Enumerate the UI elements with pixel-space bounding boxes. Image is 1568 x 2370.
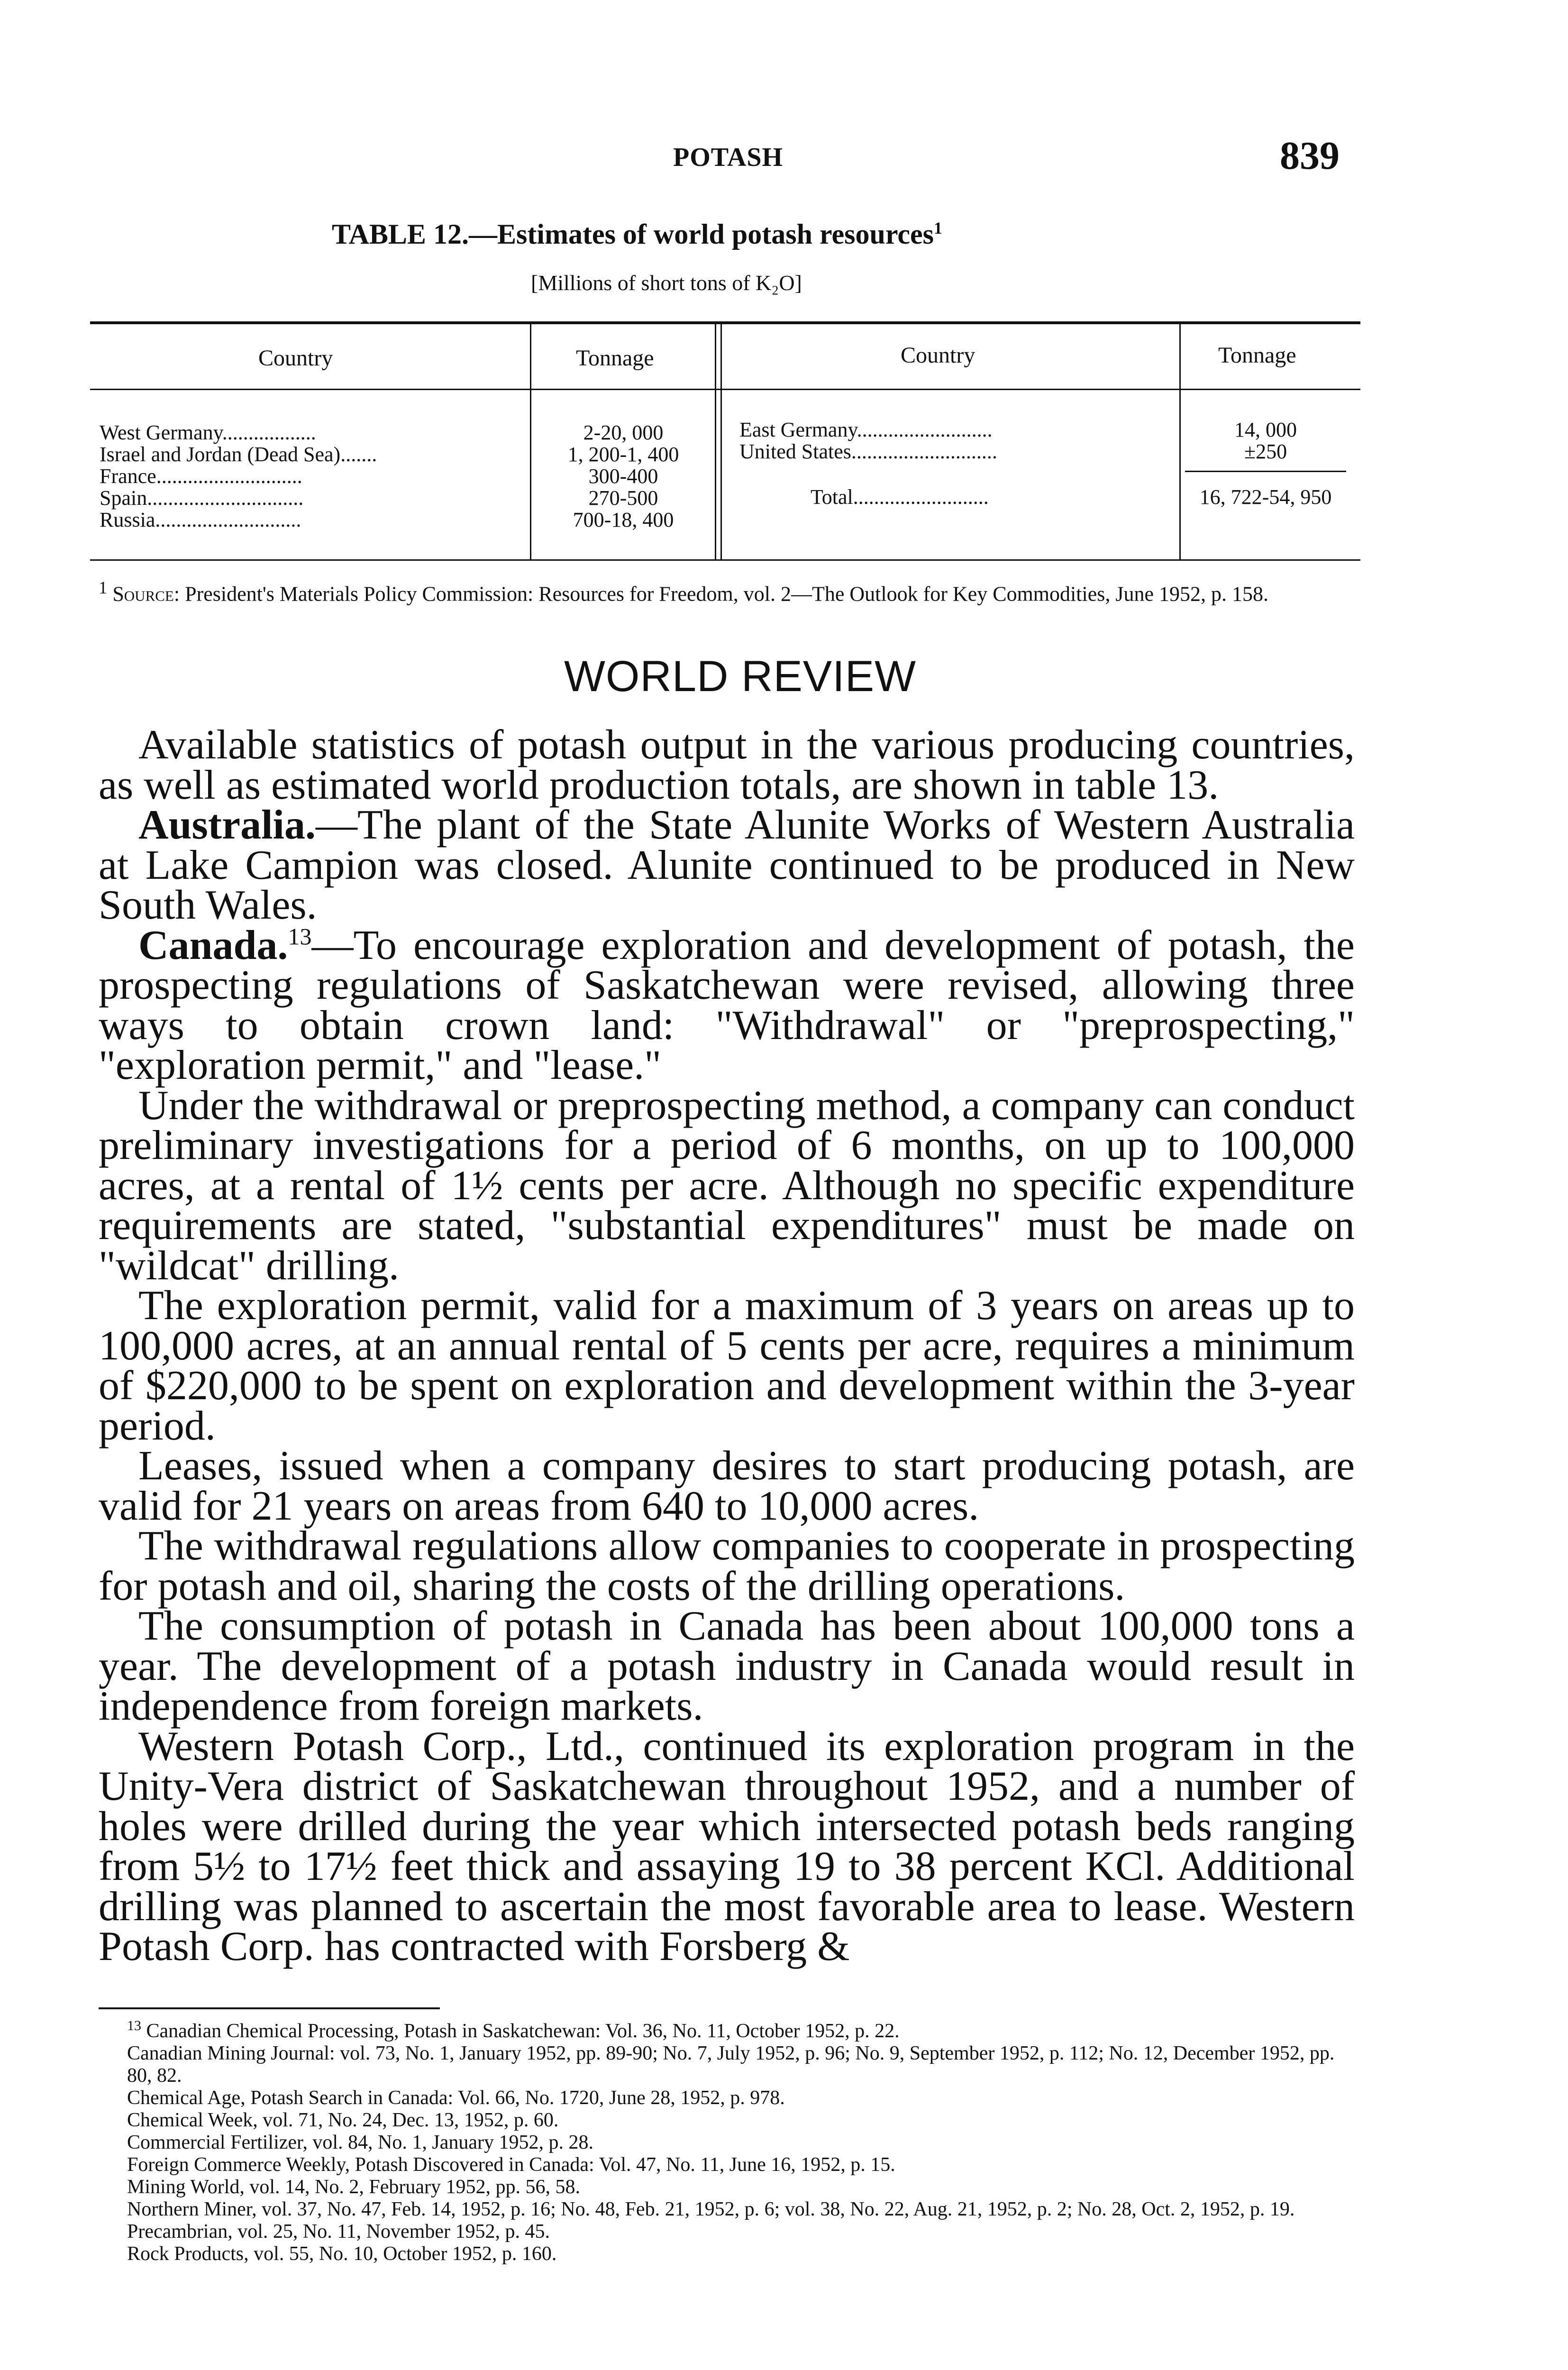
tonnage-cell: 700-18, 400 — [573, 508, 674, 531]
tonnage-cell: 2-20, 000 — [583, 421, 664, 444]
col-header-tonnage-left: Tonnage — [576, 346, 654, 371]
footnote: Canadian Mining Journal: vol. 73, No. 1, January 1952, pp. 89-90; No. 7, July 1952, p. 96; No. 9, September 1952, p. 112; No. 12, December 1952, pp. 80, 82. — [127, 2042, 1335, 2087]
footnote: Rock Products, vol. 55, No. 10, October 1952, p. 160. — [127, 2243, 557, 2265]
table-source-note — [99, 576, 1355, 606]
dot-leader: ....... — [340, 443, 377, 466]
footnote — [99, 2014, 1355, 2042]
dot-leader: ............................ — [156, 465, 302, 488]
table-col-divider-3 — [1179, 323, 1181, 559]
run-in-heading: Canada. — [138, 922, 288, 968]
table-row — [739, 419, 993, 441]
footnote: Foreign Commerce Weekly, Potash Discovered in Canada: Vol. 47, No. 11, June 16, 1952, p. 15. — [127, 2154, 895, 2176]
country-cell: East Germany — [739, 418, 857, 441]
paragraph: Leases, issued when a company desires to start producing potash, are valid for 21 years on areas from 640 to 10,000 acres. — [99, 1443, 1355, 1529]
footnote-marker: 13 — [127, 2018, 141, 2033]
total-value: 16, 722-54, 950 — [1199, 485, 1332, 509]
section-heading: WORLD REVIEW — [564, 652, 916, 701]
table-col-divider-2a — [715, 323, 716, 559]
dot-leader: .................. — [222, 421, 316, 444]
tonnage-cell: 300-400 — [588, 465, 658, 488]
dot-leader: .......................... — [857, 418, 993, 441]
col-header-country-left: Country — [258, 346, 333, 371]
tonnage-cell: 1, 200-1, 400 — [567, 443, 679, 466]
total-label: Total — [811, 485, 853, 509]
footnote: Chemical Age, Potash Search in Canada: Vol. 66, No. 1720, June 28, 1952, p. 978. — [127, 2087, 785, 2109]
footnote-ref: 13 — [288, 923, 312, 950]
country-cell: West Germany — [100, 421, 222, 444]
footnote: Chemical Week, vol. 71, No. 24, Dec. 13, 1952, p. 60. — [127, 2109, 559, 2131]
dot-leader: .............................. — [147, 486, 304, 510]
body-text — [99, 722, 1355, 1969]
paragraph: The withdrawal regulations allow companies to cooperate in prospecting for potash and oil, sharing the costs of the drilling operations. — [99, 1523, 1355, 1609]
paragraph: The exploration permit, valid for a maximum of 3 years on areas up to 100,000 acres, at an annual rental of 5 cents per acre, requires a minimum of $220,000 to be spent on exploration and development within the 3-year period. — [99, 1283, 1355, 1449]
table-row — [100, 487, 303, 509]
footnotes — [99, 2014, 1355, 2265]
footnote: Precambrian, vol. 25, No. 11, November 1952, p. 45. — [127, 2221, 550, 2242]
table-row — [100, 444, 377, 465]
col-header-tonnage-right: Tonnage — [1218, 343, 1296, 368]
source-label: Source: — [112, 582, 180, 606]
country-cell: France — [100, 465, 156, 488]
country-cell: Spain — [100, 486, 147, 510]
paragraph-text: —To encourage exploration and development of potash, the prospecting regulations of Saskatchewan were revised, allowing three ways to obtain crown land: "Withdrawal" or "preprospecting," "exploration permit," and "lease." — [99, 922, 1355, 1088]
paragraph: Under the withdrawal or preprospecting method, a company can conduct preliminary investigations for a period of 6 months, on up to 100,000 acres, at a rental of 1½ cents per acre. Although no specific expenditure requirements are stated, "substantial expenditures" must be made on "wildcat" drilling. — [99, 1082, 1355, 1289]
country-cell: Russia — [100, 508, 155, 531]
total-row — [811, 486, 989, 508]
paragraph-text: —The plant of the State Alunite Works of Western Australia at Lake Campion was closed. Alunite continued to be produced in New South Wales. — [99, 802, 1355, 928]
paragraph: Western Potash Corp., Ltd., continued its exploration program in the Unity-Vera district of Saskatchewan throughout 1952, and a number of holes were drilled during the year which intersected potash beds ranging from 5½ to 17½ feet thick and assaying 19 to 38 percent KCl. Additional drilling was planned to ascertain the most favorable area to lease. Western Potash Corp. has contracted with Forsberg & — [99, 1723, 1355, 1969]
footnote-rule — [99, 2007, 440, 2009]
table-row — [100, 422, 316, 444]
tonnage-cell: 270-500 — [588, 486, 658, 510]
footnote: Mining World, vol. 14, No. 2, February 1952, pp. 56, 58. — [127, 2176, 580, 2198]
table-col-divider-2b — [720, 323, 722, 559]
page-number: 839 — [1280, 134, 1340, 178]
table-subtitle: [Millions of short tons of K₂O] — [531, 271, 802, 295]
table-header-rule — [90, 389, 1360, 390]
dot-leader: .......................... — [853, 485, 989, 509]
country-cell: United States — [739, 440, 851, 463]
run-in-heading: Australia. — [138, 802, 316, 848]
paragraph: Available statistics of potash output in the various producing countries, as well as estimated world production totals, are shown in table 13. — [99, 722, 1355, 808]
source-text: President's Materials Policy Commission: Resources for Freedom, vol. 2—The Outlook for Key Commodities, June 1952, p. 158. — [180, 582, 1269, 606]
table-total-rule — [1185, 471, 1346, 472]
col-header-country-right: Country — [901, 343, 975, 368]
country-cell: Israel and Jordan (Dead Sea) — [100, 443, 341, 466]
paragraph-australia — [99, 802, 1355, 928]
footnote: Commercial Fertilizer, vol. 84, No. 1, January 1952, p. 28. — [127, 2132, 593, 2153]
table-row — [100, 465, 302, 487]
table-title-footnote-marker: 1 — [934, 219, 943, 237]
table-title — [332, 218, 942, 251]
table-bottom-rule — [90, 559, 1360, 561]
table-row — [739, 441, 997, 463]
table-col-divider-1 — [530, 323, 531, 559]
paragraph-canada — [99, 922, 1355, 1088]
source-note-marker: 1 — [99, 578, 108, 597]
table-row — [100, 509, 301, 531]
tonnage-cell: 14, 000 — [1234, 418, 1297, 441]
tonnage-cell: ±250 — [1244, 440, 1287, 463]
running-title: POTASH — [673, 143, 784, 172]
footnote-text: Canadian Chemical Processing, Potash in Saskatchewan: Vol. 36, No. 11, October 1952, p. 22. — [146, 2020, 900, 2042]
paragraph: The consumption of potash in Canada has been about 100,000 tons a year. The development of a potash industry in Canada would result in independence from foreign markets. — [99, 1603, 1355, 1729]
dot-leader: ............................ — [155, 508, 301, 531]
footnote: Northern Miner, vol. 37, No. 47, Feb. 14, 1952, p. 16; No. 48, Feb. 21, 1952, p. 6; vol. 38, No. 22, Aug. 21, 1952, p. 2; No. 28, Oct. 2, 1952, p. 19. — [127, 2198, 1295, 2220]
dot-leader: ............................ — [851, 440, 997, 463]
table-title-text: TABLE 12.—Estimates of world potash resources — [332, 219, 934, 250]
table-top-rule — [90, 321, 1360, 324]
